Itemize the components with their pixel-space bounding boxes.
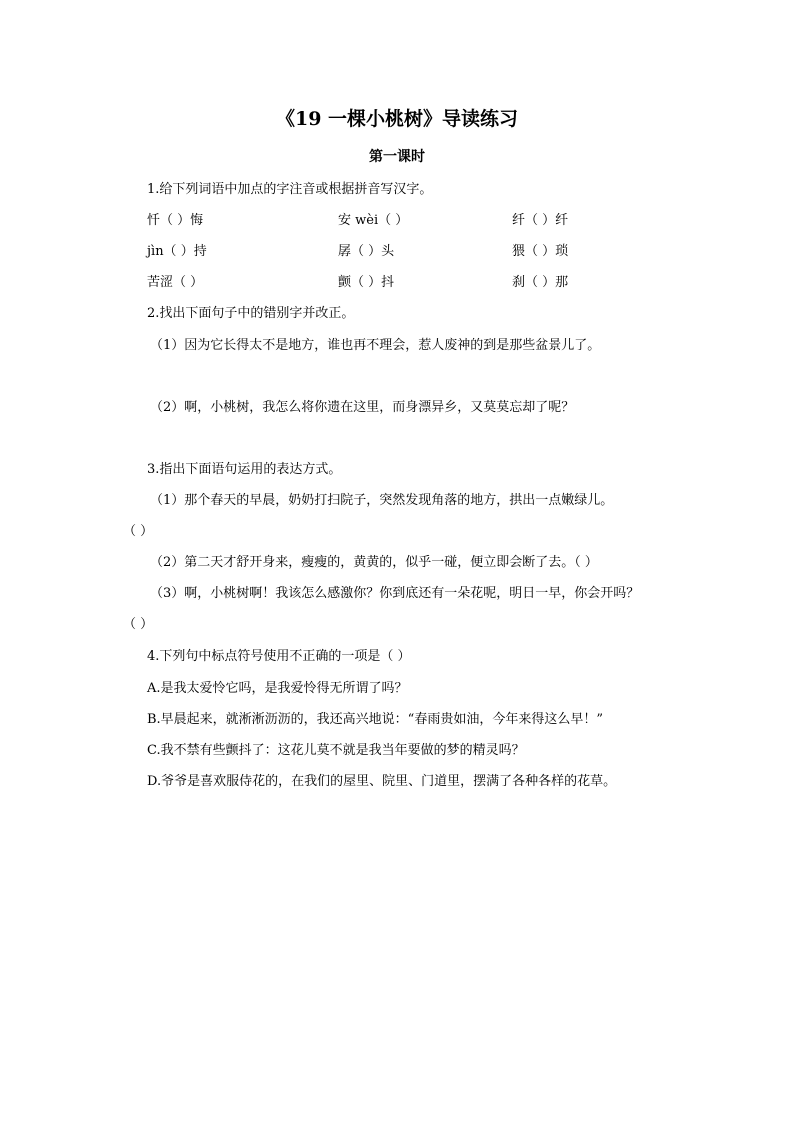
q4-option-a: A.是我太爱怜它吗，是我爱怜得无所谓了吗？ [147,681,408,696]
q1-word-r2c2: 孱（ ）头 [338,244,395,259]
question-1-prompt: 1.给下列词语中加点的字注音或根据拼音写汉字。 [147,182,433,197]
q1-word-r1c2: 安 wèi（ ） [338,213,409,228]
q1-word-r2c3: 猥（ ）琐 [512,244,569,259]
question-3-prompt: 3.指出下面语句运用的表达方式。 [147,462,342,477]
q1-word-r1c1: 忏（ ）悔 [147,213,204,228]
q3-answer-paren-1: （ ） [123,524,154,539]
q2-sentence-2: （2）啊，小桃树，我怎么将你遗在这里，而身漂异乡，又莫莫忘却了呢？ [150,400,575,415]
q1-word-r1c3: 纤（ ）纤 [512,213,569,228]
q3-sentence-3: （3）啊，小桃树啊！我该怎么感激你？你到底还有一朵花呢，明日一早，你会开吗？ [150,586,640,601]
q2-sentence-1: （1）因为它长得太不是地方，谁也再不理会，惹人废神的到是那些盆景儿了。 [150,338,601,353]
q3-sentence-2: （2）第二天才舒开身来，瘦瘦的，黄黄的，似乎一碰，便立即会断了去。（ ） [150,555,598,570]
q1-word-r3c1: 苦涩（ ） [147,275,204,290]
q1-word-r2c1: jìn（ ）持 [147,244,207,259]
q1-word-r3c3: 刹（ ）那 [512,275,569,290]
question-4-prompt: 4.下列句中标点符号使用不正确的一项是（ ） [147,649,411,664]
page-title: 《19 一棵小桃树》导读练习 [275,108,519,130]
q4-option-c: C.我不禁有些颤抖了：这花儿莫不就是我当年要做的梦的精灵吗？ [147,743,525,758]
q3-sentence-1: （1）那个春天的早晨，奶奶打扫院子，突然发现角落的地方，拱出一点嫩绿儿。 [150,493,614,508]
q1-word-r3c2: 颤（ ）抖 [338,275,395,290]
lesson-subtitle: 第一课时 [369,149,425,165]
question-2-prompt: 2.找出下面句子中的错别字并改正。 [147,306,355,321]
q4-option-d: D.爷爷是喜欢服侍花的，在我们的屋里、院里、门道里，摆满了各种各样的花草。 [147,774,617,789]
q4-option-b: B.早晨起来，就淅淅沥沥的，我还高兴地说：“春雨贵如油，今年来得这么早！” [147,712,603,727]
q3-answer-paren-3: （ ） [123,617,154,632]
